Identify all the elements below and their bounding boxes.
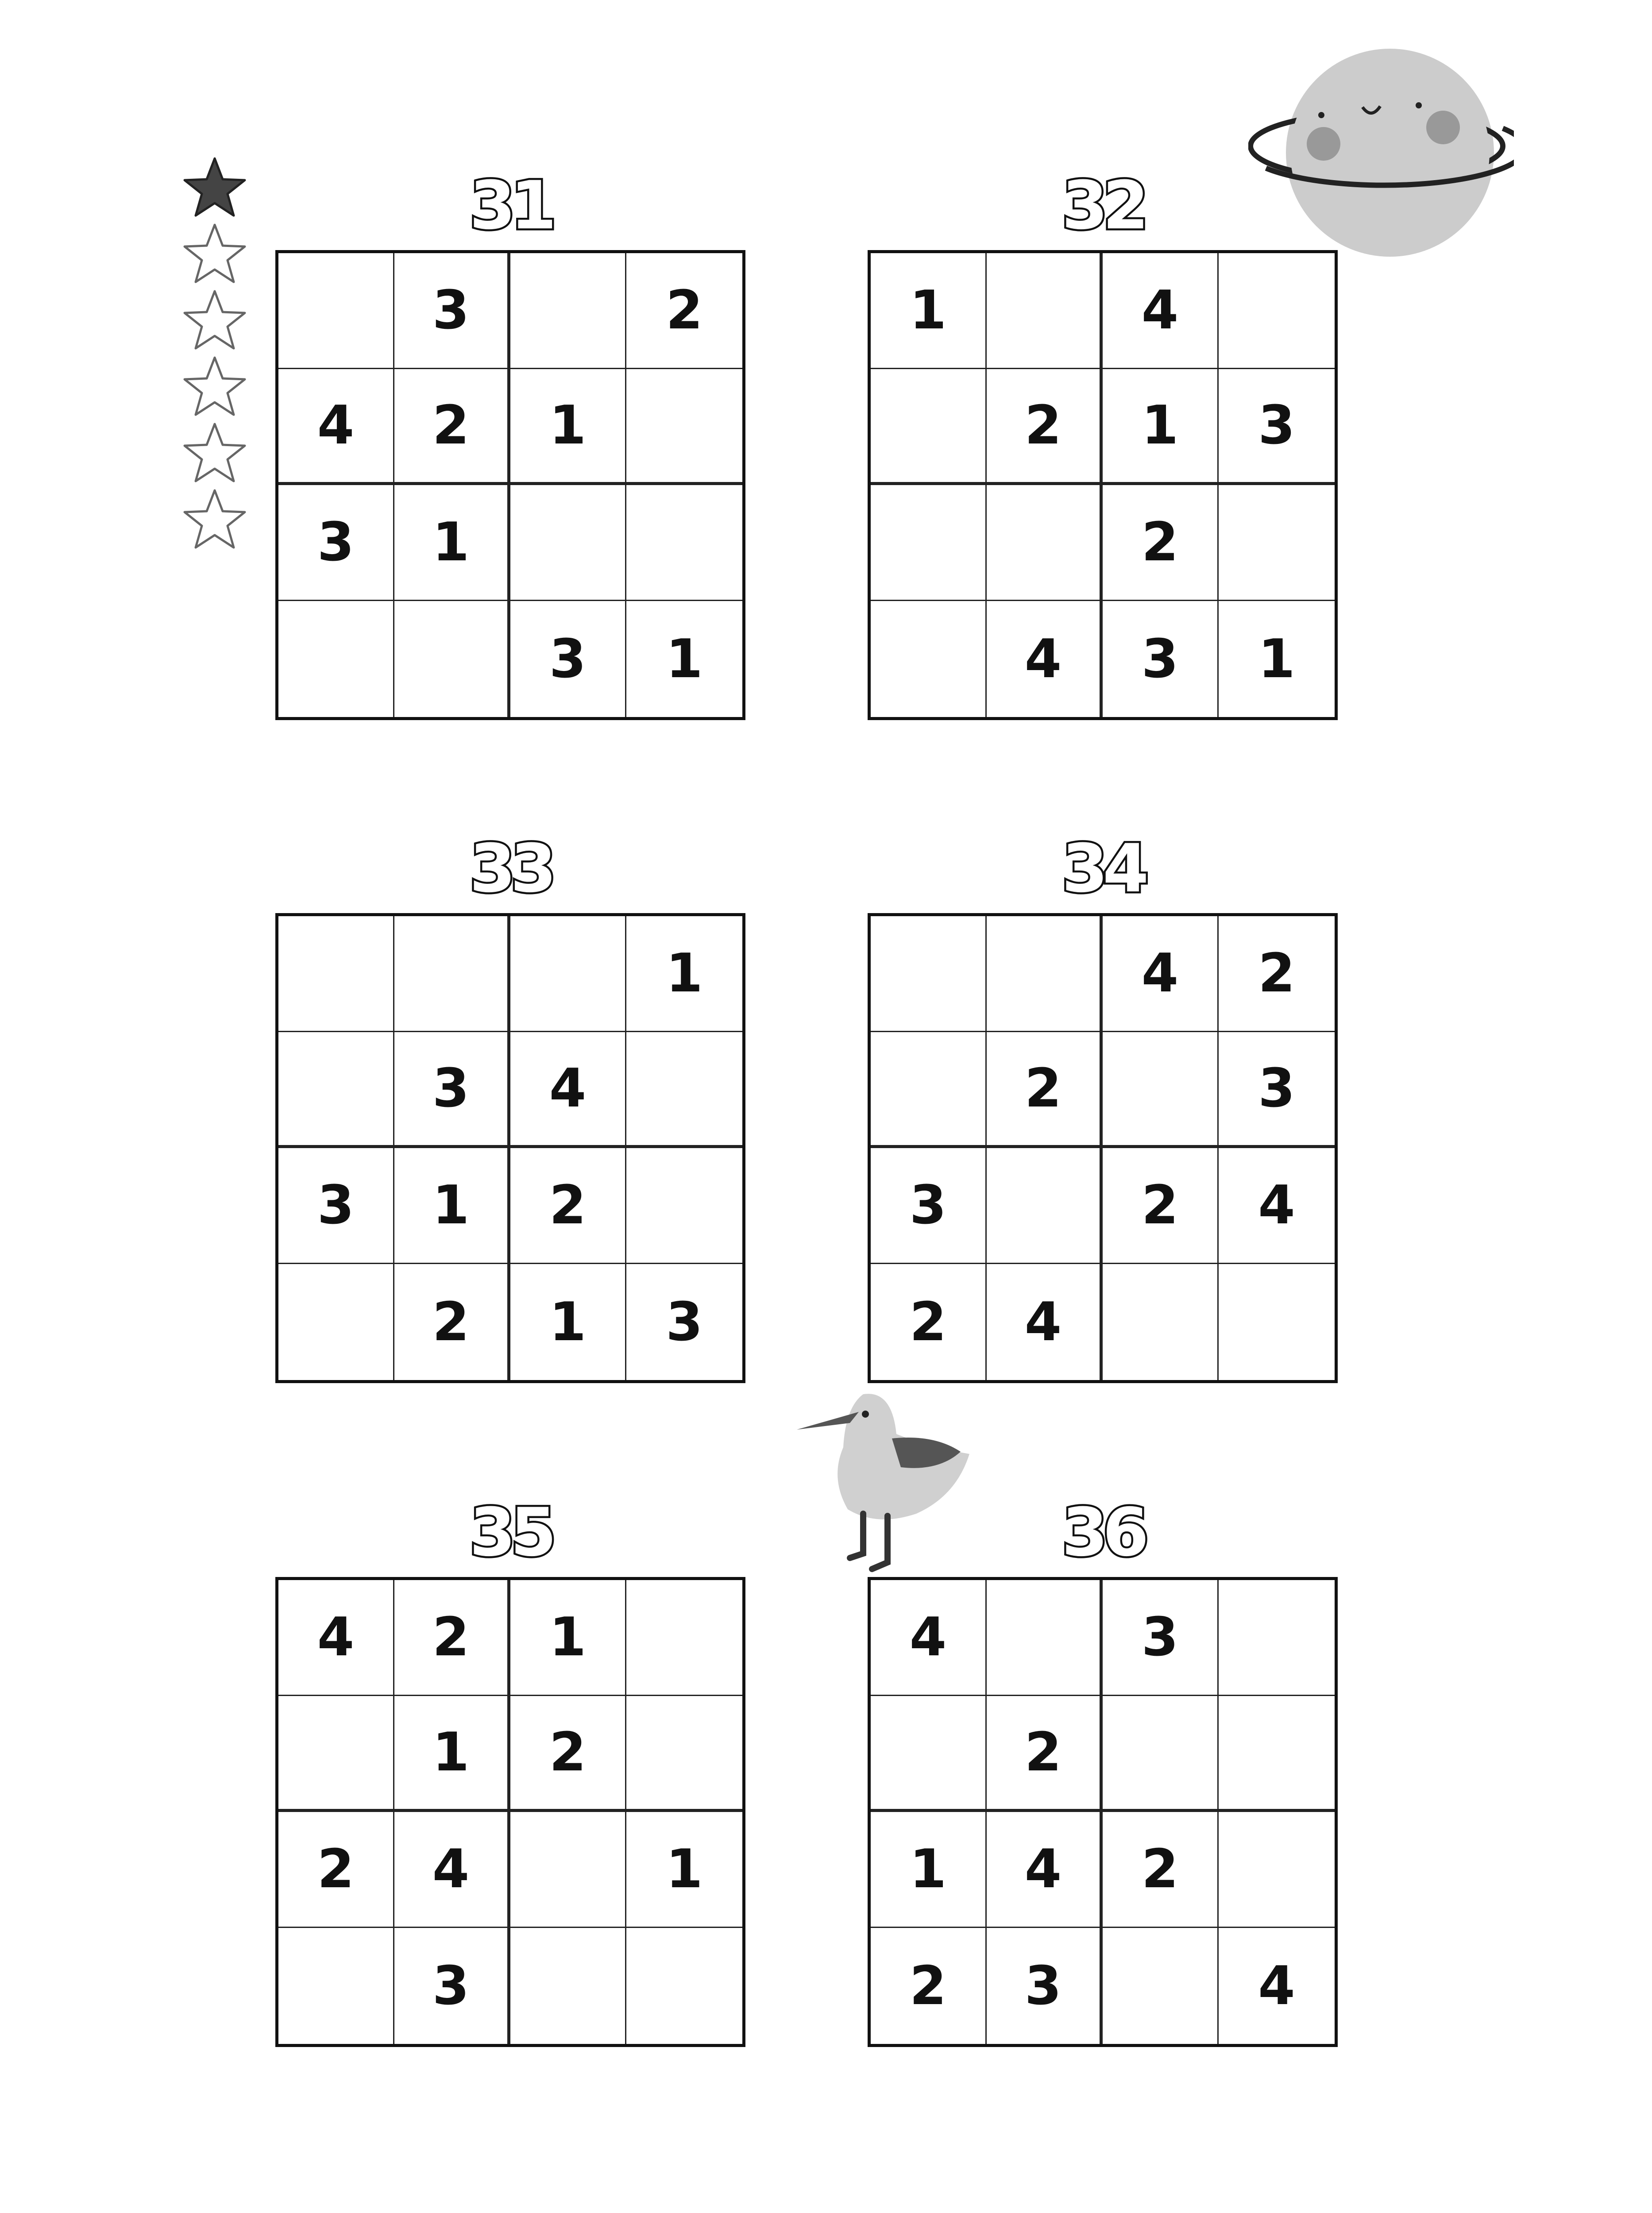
given-cell: 1 (871, 253, 987, 369)
given-cell: 2 (987, 369, 1103, 485)
given-cell: 4 (1103, 253, 1219, 369)
sudoku-grid (868, 250, 1338, 720)
puzzle-number: 33 (469, 830, 552, 907)
empty-cell[interactable] (1219, 1264, 1335, 1380)
empty-cell[interactable] (278, 1032, 394, 1148)
given-cell: 1 (394, 485, 510, 601)
given-cell: 2 (1103, 1812, 1219, 1928)
given-cell: 3 (1103, 1580, 1219, 1696)
empty-cell[interactable] (1103, 1928, 1219, 2044)
empty-cell[interactable] (871, 485, 987, 601)
given-cell: 4 (871, 1580, 987, 1696)
puzzle-number: 36 (1061, 1494, 1144, 1571)
given-cell: 1 (510, 1580, 626, 1696)
empty-cell[interactable] (510, 916, 626, 1032)
given-cell: 4 (987, 1812, 1103, 1928)
given-cell: 3 (394, 1928, 510, 2044)
given-cell: 1 (510, 369, 626, 485)
empty-cell[interactable] (871, 1696, 987, 1812)
empty-cell[interactable] (626, 1696, 742, 1812)
given-cell: 1 (394, 1148, 510, 1264)
empty-cell[interactable] (510, 485, 626, 601)
empty-star-icon (181, 420, 248, 487)
given-cell: 4 (278, 1580, 394, 1696)
given-cell: 2 (510, 1696, 626, 1812)
sudoku-grid (868, 1577, 1338, 2047)
given-cell: 3 (278, 485, 394, 601)
puzzle-number: 31 (469, 167, 552, 244)
given-cell: 3 (666, 1291, 703, 1353)
given-cell: 2 (987, 1032, 1103, 1148)
empty-cell[interactable] (871, 601, 987, 717)
empty-cell[interactable] (510, 1928, 626, 2044)
given-cell: 1 (666, 628, 703, 690)
given-cell: 2 (871, 1928, 987, 2044)
given-cell: 2 (1103, 485, 1219, 601)
given-cell: 2 (626, 253, 742, 369)
given-cell: 1 (1258, 628, 1295, 690)
given-cell: 1 (1103, 369, 1219, 485)
empty-cell[interactable] (510, 1812, 626, 1928)
given-cell: 2 (278, 1812, 394, 1928)
given-cell: 3 (1219, 369, 1335, 485)
empty-cell[interactable] (1219, 1580, 1335, 1696)
empty-cell[interactable] (278, 1696, 394, 1812)
empty-star-icon (181, 288, 248, 354)
empty-cell[interactable] (987, 916, 1103, 1032)
given-cell: 4 (278, 369, 394, 485)
given-cell: 2 (1219, 916, 1335, 1032)
empty-cell[interactable] (510, 253, 626, 369)
given-cell: 3 (1219, 1032, 1335, 1148)
given-cell: 2 (1103, 1148, 1219, 1264)
empty-cell[interactable] (871, 369, 987, 485)
empty-cell[interactable] (626, 1928, 742, 2044)
empty-cell[interactable] (394, 916, 510, 1032)
given-cell: 4 (1258, 1955, 1295, 2017)
empty-cell[interactable] (871, 1032, 987, 1148)
empty-cell[interactable] (1219, 253, 1335, 369)
given-cell: 4 (394, 1812, 510, 1928)
empty-cell[interactable] (626, 1580, 742, 1696)
sudoku-grid (275, 250, 745, 720)
empty-cell[interactable] (987, 1580, 1103, 1696)
empty-cell[interactable] (1103, 1264, 1219, 1380)
empty-cell[interactable] (278, 1264, 394, 1380)
sudoku-grid (868, 913, 1338, 1383)
empty-star-icon (181, 487, 248, 553)
given-cell: 2 (987, 1696, 1103, 1812)
given-cell: 1 (510, 1264, 626, 1380)
filled-star-icon (181, 155, 248, 221)
difficulty-stars (181, 155, 252, 553)
given-cell: 3 (987, 1928, 1103, 2044)
empty-cell[interactable] (278, 601, 394, 717)
empty-cell[interactable] (987, 1148, 1103, 1264)
empty-cell[interactable] (1219, 1696, 1335, 1812)
empty-cell[interactable] (1219, 485, 1335, 601)
given-cell: 1 (871, 1812, 987, 1928)
sudoku-grid (275, 1577, 745, 2047)
given-cell: 1 (626, 1812, 742, 1928)
empty-cell[interactable] (1103, 1696, 1219, 1812)
given-cell: 3 (510, 601, 626, 717)
empty-cell[interactable] (1103, 1032, 1219, 1148)
empty-star-icon (181, 354, 248, 420)
given-cell: 4 (1219, 1148, 1335, 1264)
given-cell: 3 (394, 1032, 510, 1148)
empty-cell[interactable] (278, 253, 394, 369)
given-cell: 3 (278, 1148, 394, 1264)
sudoku-grid (275, 913, 745, 1383)
given-cell: 4 (510, 1032, 626, 1148)
empty-cell[interactable] (987, 485, 1103, 601)
given-cell: 1 (394, 1696, 510, 1812)
given-cell: 3 (871, 1148, 987, 1264)
given-cell: 1 (626, 916, 742, 1032)
puzzle-number: 35 (469, 1494, 552, 1571)
given-cell: 2 (394, 1264, 510, 1380)
empty-cell[interactable] (394, 601, 510, 717)
given-cell: 2 (871, 1264, 987, 1380)
given-cell: 2 (394, 1580, 510, 1696)
empty-cell[interactable] (626, 1032, 742, 1148)
given-cell: 4 (987, 601, 1103, 717)
given-cell: 2 (394, 369, 510, 485)
puzzle-number: 34 (1061, 830, 1144, 907)
empty-cell[interactable] (278, 1928, 394, 2044)
empty-cell[interactable] (278, 916, 394, 1032)
given-cell: 4 (1103, 916, 1219, 1032)
empty-star-icon (181, 221, 248, 288)
empty-cell[interactable] (626, 485, 742, 601)
given-cell: 3 (1103, 601, 1219, 717)
empty-cell[interactable] (626, 369, 742, 485)
empty-cell[interactable] (1219, 1812, 1335, 1928)
puzzle-number: 32 (1061, 167, 1144, 244)
empty-cell[interactable] (987, 253, 1103, 369)
given-cell: 3 (394, 253, 510, 369)
empty-cell[interactable] (871, 916, 987, 1032)
empty-cell[interactable] (626, 1148, 742, 1264)
given-cell: 2 (510, 1148, 626, 1264)
given-cell: 4 (987, 1264, 1103, 1380)
